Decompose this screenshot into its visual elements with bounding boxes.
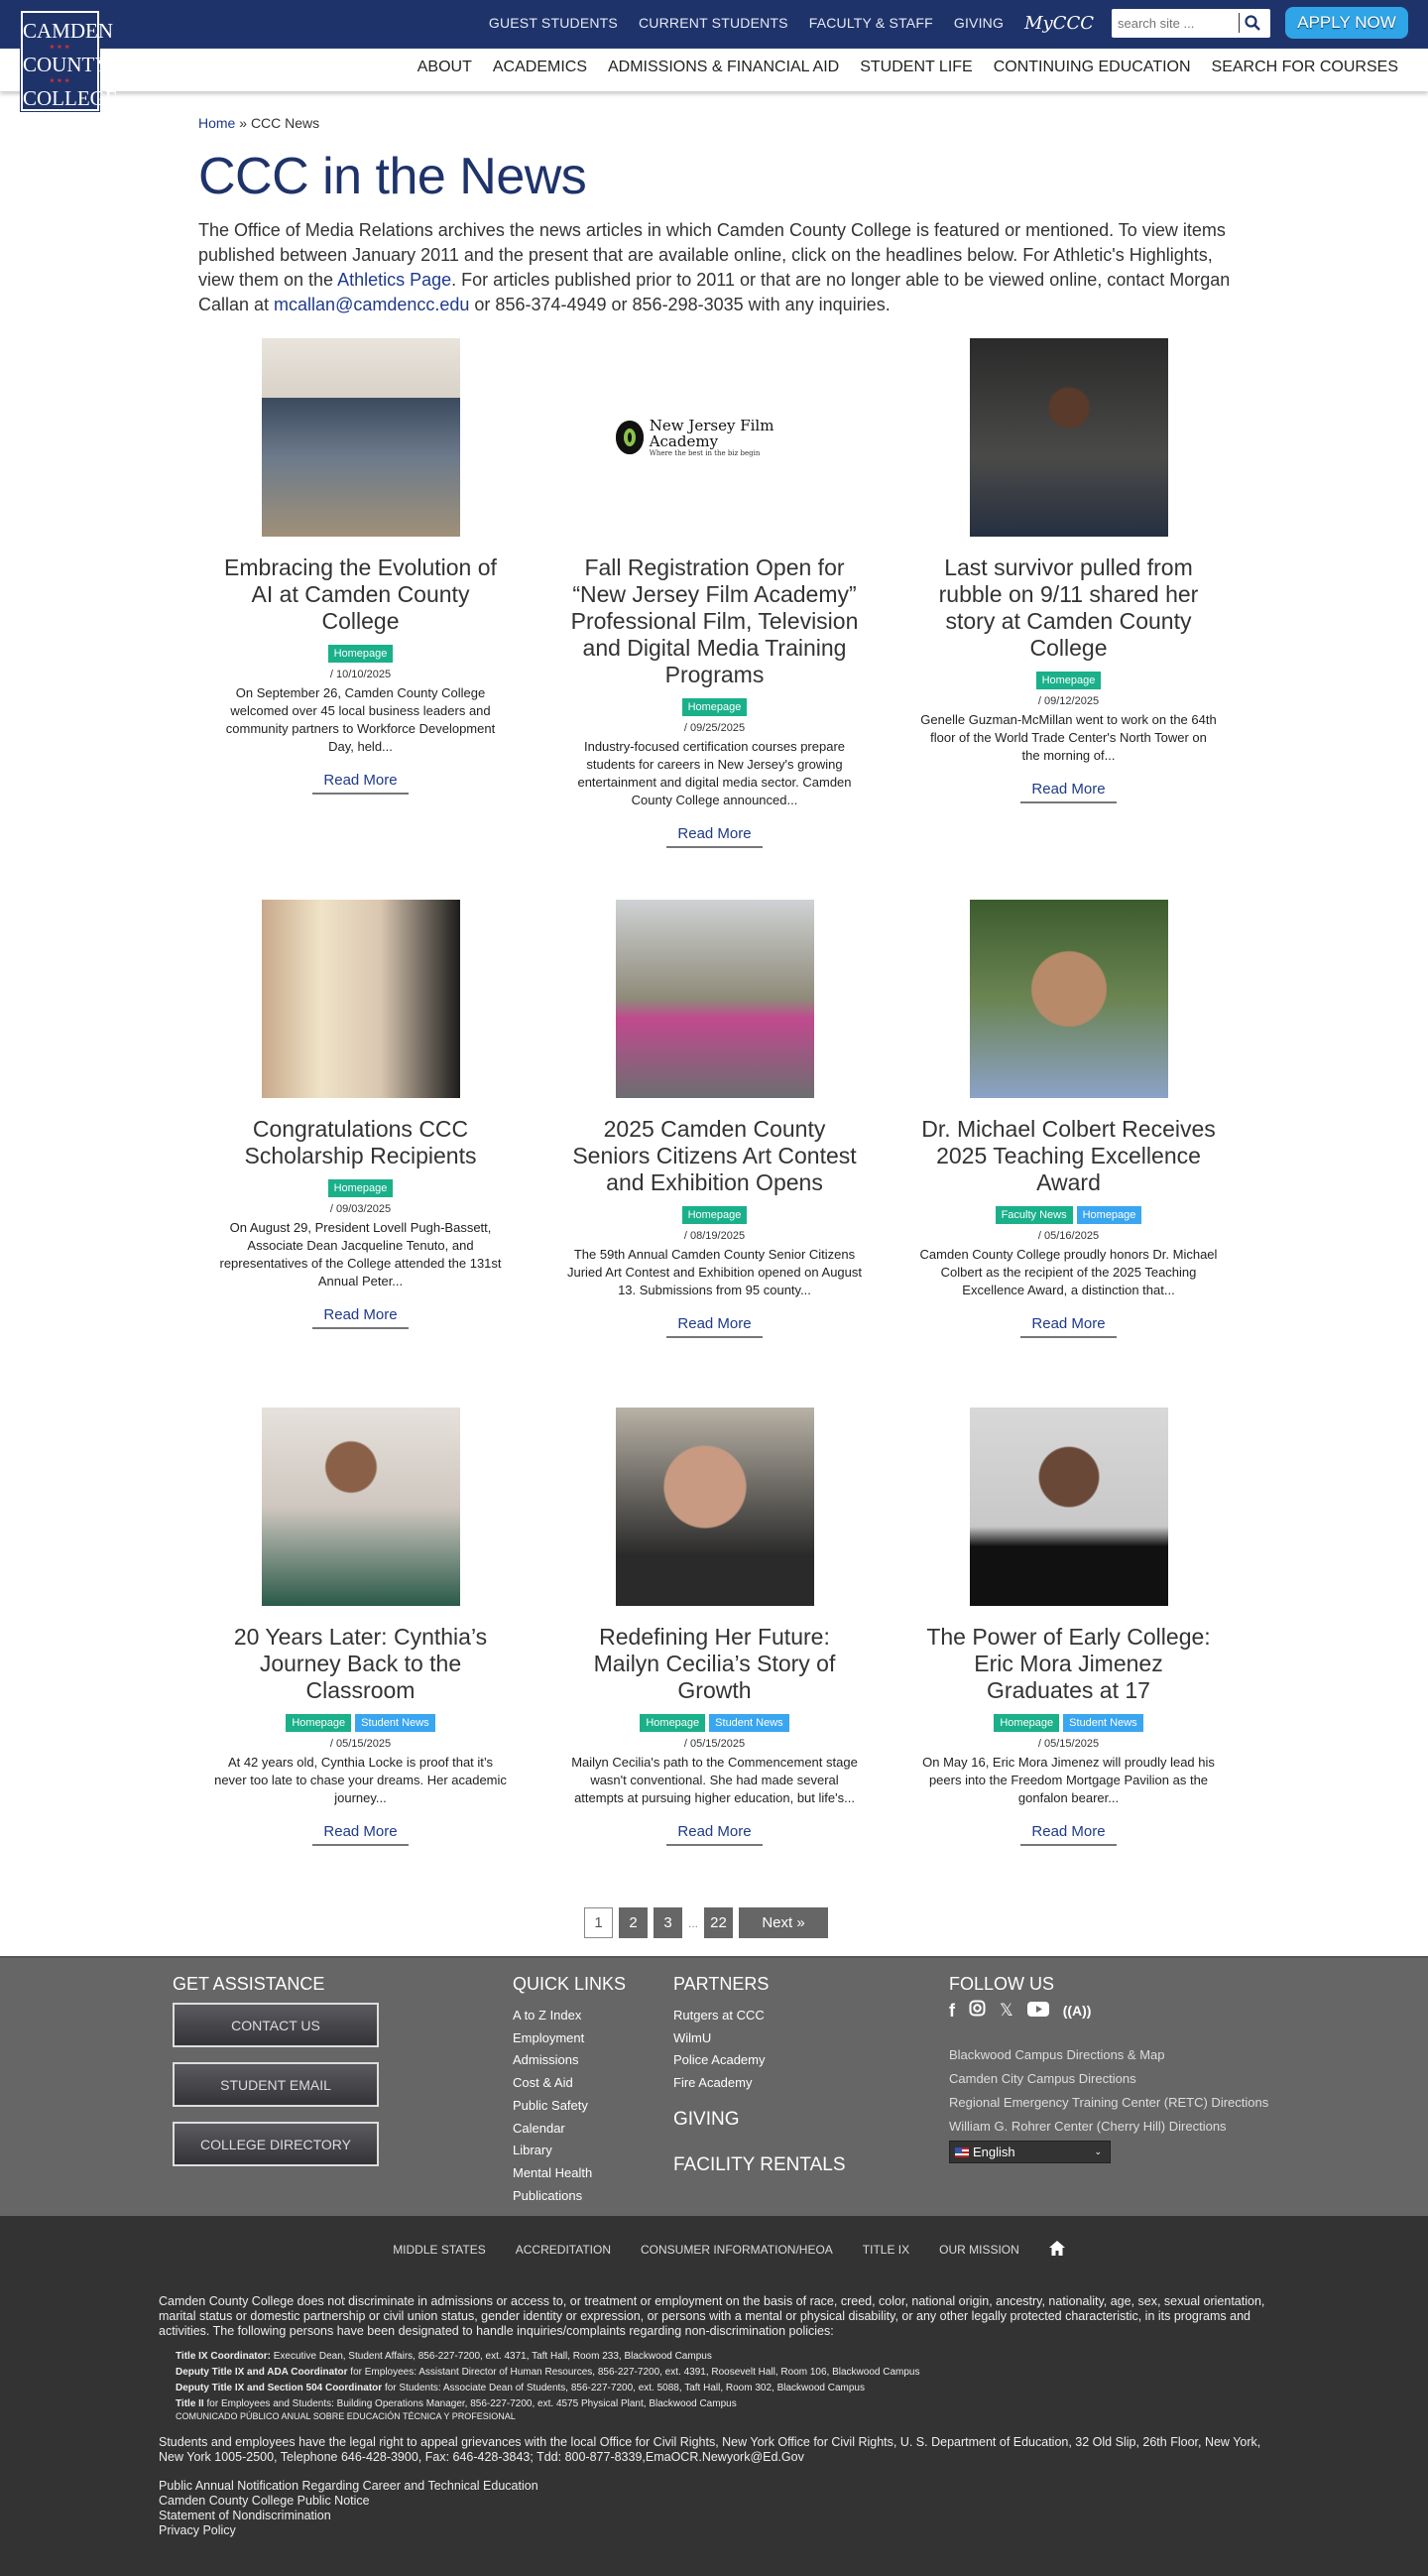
coordinator-details: for Employees and Students: Building Operations Manager, 856-227-7200, ext. 4575 Physical Plant, Blackwood Campus <box>203 2398 737 2409</box>
article-image[interactable] <box>262 338 460 537</box>
link-title-ix[interactable]: TITLE IX <box>862 2243 910 2257</box>
category-tag[interactable]: Homepage <box>1036 672 1102 689</box>
grievance-statement: Students and employees have the legal right to appeal grievances with the local Office for Civil Rights, New York Office for Civil Rights, U. S. Department of Education, 32 Old Slip, 26th Floor, New York, New York 1005-2500, Telephone 646-428-3900, Fax: 646-428-3843; Tdd: 800-877-8339,EmaOCR.Newyork@Ed.Gov <box>159 2435 1261 2464</box>
read-more-link[interactable]: Read More <box>1020 1315 1116 1338</box>
category-tag[interactable]: Homepage <box>994 1714 1059 1732</box>
category-tag[interactable]: Homepage <box>328 645 394 663</box>
article-image[interactable] <box>262 1408 460 1606</box>
read-more-link[interactable]: Read More <box>312 772 408 795</box>
category-tag[interactable]: Homepage <box>286 1714 351 1732</box>
quick-links-list <box>513 2005 592 2207</box>
news-card <box>537 900 892 1408</box>
facility-rentals-link[interactable]: FACILITY RENTALS <box>673 2154 846 2175</box>
giving-link[interactable]: GIVING <box>673 2109 740 2130</box>
news-grid <box>183 338 1246 1884</box>
pagination-ellipsis: ... <box>688 1915 699 1930</box>
tag-list <box>1036 672 1102 689</box>
pagination <box>584 1907 828 1938</box>
news-card <box>892 1408 1246 1884</box>
quick-link[interactable]: Employment <box>513 2029 585 2045</box>
instagram-icon[interactable] <box>969 2000 986 2022</box>
quick-link[interactable]: Admissions <box>513 2052 579 2068</box>
news-card <box>183 338 537 900</box>
footer-links <box>0 2241 1428 2259</box>
news-card <box>892 338 1246 900</box>
tag-list <box>286 1714 434 1732</box>
category-tag[interactable]: Student News <box>709 1714 788 1732</box>
tag-list <box>640 1714 788 1732</box>
logo-text: CAMDEN <box>23 19 114 43</box>
page-1[interactable]: 1 <box>584 1907 613 1938</box>
college-directory-button[interactable]: COLLEGE DIRECTORY <box>173 2122 379 2166</box>
us-flag-icon <box>955 2147 969 2157</box>
main-nav <box>0 49 1428 91</box>
partners-list <box>673 2005 766 2095</box>
search-input[interactable] <box>1118 16 1239 31</box>
coordinators-list <box>176 2349 1269 2412</box>
partner-link[interactable]: Rutgers at CCC <box>673 2008 765 2023</box>
facebook-icon[interactable]: f <box>949 2000 955 2021</box>
coordinator-entry <box>176 2365 1269 2381</box>
article-title[interactable]: 2025 Camden County Seniors Citizens Art Contest and Exhibition Opens <box>572 1116 857 1195</box>
college-logo[interactable] <box>21 11 118 111</box>
directions-link[interactable]: Blackwood Campus Directions & Map <box>949 2047 1165 2062</box>
article-excerpt: Genelle Guzman-McMillan went to work on the 64th floor of the World Trade Center's North Tower on the morning of... <box>920 712 1217 763</box>
article-date: / 09/03/2025 <box>329 1203 392 1215</box>
link-giving[interactable]: GIVING <box>953 15 1005 31</box>
news-card <box>183 1408 537 1884</box>
follow-us-heading: FOLLOW US <box>949 1974 1055 1994</box>
tag-list <box>682 1206 748 1224</box>
link-faculty-staff[interactable]: FACULTY & STAFF <box>808 15 933 31</box>
page-3[interactable]: 3 <box>654 1907 682 1938</box>
article-title[interactable]: The Power of Early College: Eric Mora Jimenez Graduates at 17 <box>926 1624 1211 1703</box>
search-box <box>1112 9 1270 38</box>
quick-link[interactable]: Public Safety <box>513 2097 588 2113</box>
nav-student-life[interactable]: STUDENT LIFE <box>860 59 973 75</box>
next-page-button[interactable]: Next » <box>739 1907 828 1938</box>
email-link[interactable]: mcallan@camdencc.edu <box>274 295 470 314</box>
quick-link[interactable]: Calendar <box>513 2120 565 2136</box>
article-image[interactable] <box>970 900 1168 1098</box>
article-image[interactable] <box>970 338 1168 537</box>
article-date: / 05/15/2025 <box>329 1738 392 1750</box>
chevron-down-icon: ⌄ <box>1094 2147 1102 2156</box>
article-title[interactable]: Redefining Her Future: Mailyn Cecilia’s Story of Growth <box>593 1624 836 1703</box>
coordinator-role: Title IX Coordinator: <box>176 2351 271 2362</box>
x-twitter-icon[interactable]: 𝕏 <box>1000 2001 1013 2020</box>
article-title[interactable]: Fall Registration Open for “New Jersey Film Academy” Professional Film, Television and Digital Media Training Programs <box>570 554 859 687</box>
get-assistance-heading: GET ASSISTANCE <box>173 1974 325 1994</box>
article-excerpt: On May 16, Eric Mora Jimenez will proudly lead his peers into the Freedom Mortgage Pavilion as the gonfalon bearer... <box>922 1755 1215 1805</box>
search-icon[interactable] <box>1239 13 1264 33</box>
comunicado-link[interactable]: COMUNICADO PÚBLICO ANUAL SOBRE EDUCACIÓN TÉCNICA Y PROFESIONAL <box>176 2411 516 2421</box>
coordinator-role: Deputy Title IX and Section 504 Coordinator <box>176 2383 383 2393</box>
page-title: CCC in the News <box>198 148 587 205</box>
category-tag[interactable]: Student News <box>1063 1714 1142 1732</box>
article-image[interactable] <box>616 1408 814 1606</box>
language-label: English <box>973 2145 1015 2159</box>
notice-link[interactable]: Privacy Policy <box>159 2523 236 2537</box>
directions-link[interactable]: Camden City Campus Directions <box>949 2071 1136 2086</box>
campus-directions-list <box>949 2043 1268 2139</box>
utility-bar <box>0 0 1428 52</box>
category-tag[interactable]: Homepage <box>328 1179 394 1197</box>
breadcrumb-home[interactable]: Home <box>198 115 236 131</box>
read-more-link[interactable]: Read More <box>666 825 762 848</box>
notice-link[interactable]: Camden County College Public Notice <box>159 2494 370 2508</box>
notice-links <box>159 2479 1269 2538</box>
language-select[interactable] <box>949 2141 1111 2163</box>
quick-link[interactable]: Mental Health <box>513 2164 593 2180</box>
article-date: / 08/19/2025 <box>683 1230 746 1242</box>
quick-link[interactable]: Cost & Aid <box>513 2075 573 2091</box>
nav-admissions[interactable]: ADMISSIONS & FINANCIAL AID <box>607 59 840 75</box>
nj-film-academy-tagline: Where the best in the biz begin <box>649 449 761 457</box>
read-more-link[interactable]: Read More <box>312 1823 408 1846</box>
read-more-link[interactable]: Read More <box>666 1315 762 1338</box>
quick-link[interactable]: A to Z Index <box>513 2008 582 2023</box>
tag-list <box>328 1179 394 1197</box>
article-image[interactable] <box>970 1408 1168 1606</box>
category-tag[interactable]: Homepage <box>682 698 748 716</box>
logo-text: COLLEGE <box>23 86 118 110</box>
partner-link[interactable]: WilmU <box>673 2029 712 2045</box>
nav-search-courses[interactable]: SEARCH FOR COURSES <box>1211 59 1398 75</box>
notice-link[interactable]: Statement of Nondiscrimination <box>159 2509 331 2522</box>
notice-link[interactable]: Public Annual Notification Regarding Career and Technical Education <box>159 2479 538 2493</box>
article-title[interactable]: 20 Years Later: Cynthia’s Journey Back to the Classroom <box>233 1624 488 1703</box>
partner-link[interactable]: Fire Academy <box>673 2075 753 2091</box>
article-date: / 09/25/2025 <box>683 722 746 734</box>
partners-heading: PARTNERS <box>673 1974 770 1994</box>
read-more-link[interactable]: Read More <box>1020 781 1116 803</box>
article-date: / 05/15/2025 <box>683 1738 746 1750</box>
coordinator-details: Executive Dean, Student Affairs, 856-227-7200, ext. 4371, Taft Hall, Room 233, Blackwood Campus <box>270 2351 712 2362</box>
youtube-icon[interactable] <box>1027 2001 1049 2022</box>
category-tag[interactable]: Faculty News <box>996 1206 1073 1224</box>
news-card <box>537 338 892 900</box>
article-date: / 05/15/2025 <box>1037 1738 1100 1750</box>
page-2[interactable]: 2 <box>619 1907 648 1938</box>
article-excerpt: Camden County College proudly honors Dr. Michael Colbert as the recipient of the 2025 Teaching Excellence Award, a distinction that... <box>919 1247 1218 1297</box>
nj-film-academy-logo-text: New Jersey Film Academy <box>649 417 774 450</box>
article-date: / 09/12/2025 <box>1037 695 1100 707</box>
link-guest-students[interactable]: GUEST STUDENTS <box>488 15 618 31</box>
athletics-link[interactable]: Athletics Page <box>337 270 452 290</box>
read-more-link[interactable]: Read More <box>312 1306 408 1329</box>
category-tag[interactable]: Student News <box>355 1714 434 1732</box>
logo-stars: ✶✶✶ <box>48 43 72 52</box>
legal-text <box>159 2294 1269 2538</box>
category-tag[interactable]: Homepage <box>1077 1206 1142 1224</box>
intro-part: The Office of Media Relations archives the news articles in which Camden County College is featured or mentioned. To view items published between January 2011 and the present that are available online, click on the headlines below. For Athletic's Highlights, view them on the <box>198 220 1226 290</box>
article-image[interactable] <box>616 338 814 537</box>
student-email-button[interactable]: STUDENT EMAIL <box>173 2062 379 2107</box>
coordinator-details: for Employees: Assistant Director of Human Resources, 856-227-7200, ext. 4391, Roosevelt Hall, Room 106, Blackwood Campus <box>347 2367 920 2378</box>
link-our-mission[interactable]: OUR MISSION <box>939 2243 1019 2257</box>
article-title[interactable]: Dr. Michael Colbert Receives 2025 Teaching Excellence Award <box>921 1116 1216 1195</box>
news-card <box>892 900 1246 1408</box>
quick-link[interactable]: Library <box>513 2143 552 2158</box>
read-more-link[interactable]: Read More <box>1020 1823 1116 1846</box>
link-consumer-info[interactable]: CONSUMER INFORMATION/HEOA <box>641 2243 833 2257</box>
breadcrumb-current: CCC News <box>250 115 320 131</box>
logo-text: COUNTY <box>23 53 110 76</box>
social-links <box>949 2000 1091 2022</box>
link-middle-states[interactable]: MIDDLE STATES <box>393 2243 486 2257</box>
nav-continuing-education[interactable]: CONTINUING EDUCATION <box>993 59 1191 75</box>
tag-list <box>682 698 748 716</box>
intro-part: . For articles published prior to 2011 or that are no longer able to be viewed online, contact Morgan Callan at <box>198 270 1231 314</box>
tag-list <box>328 645 394 663</box>
footer-main <box>0 1956 1428 2216</box>
quick-link[interactable]: Publications <box>513 2187 583 2203</box>
myccc-link[interactable]: MyCCC <box>1024 12 1094 34</box>
coordinator-entry <box>176 2396 1269 2412</box>
podcast-icon[interactable]: ((A)) <box>1062 2003 1092 2019</box>
coordinator-entry <box>176 2349 1269 2365</box>
breadcrumb-sep: » <box>235 115 251 131</box>
partner-link[interactable]: Police Academy <box>673 2052 766 2068</box>
article-excerpt: Industry-focused certification courses prepare students for careers in New Jersey's growing entertainment and digital media sector. Camden County College announced... <box>577 739 852 807</box>
article-excerpt: The 59th Annual Camden County Senior Citizens Juried Art Contest and Exhibition opened on August 13. Submissions from 95 county... <box>566 1247 863 1297</box>
category-tag[interactable]: Homepage <box>640 1714 705 1732</box>
film-reel-icon <box>616 421 644 454</box>
nav-about[interactable]: ABOUT <box>416 59 472 75</box>
article-image[interactable] <box>616 900 814 1098</box>
article-title[interactable]: Embracing the Evolution of AI at Camden County College <box>224 554 497 634</box>
coordinator-details: for Students: Associate Dean of Students, 856-227-7200, ext. 5088, Taft Hall, Room 302, Blackwood Campus <box>382 2383 865 2393</box>
tag-list <box>996 1206 1142 1224</box>
nav-academics[interactable]: ACADEMICS <box>492 59 587 75</box>
category-tag[interactable]: Homepage <box>682 1206 748 1224</box>
coordinator-role: Deputy Title IX and ADA Coordinator <box>176 2367 348 2378</box>
quick-links-heading: QUICK LINKS <box>513 1974 627 1994</box>
coordinator-entry <box>176 2381 1269 2396</box>
logo-stars: ✶✶✶ <box>48 76 72 85</box>
article-date: / 05/16/2025 <box>1037 1230 1100 1242</box>
article-excerpt: Mailyn Cecilia's path to the Commencement stage wasn't conventional. She had made several attempts at pursuing higher education, but life's... <box>571 1755 858 1805</box>
contact-us-button[interactable]: CONTACT US <box>173 2003 379 2047</box>
intro-text <box>198 218 1235 317</box>
article-excerpt: At 42 years old, Cynthia Locke is proof that it’s never too late to chase your dreams. Her academic journey... <box>214 1755 507 1805</box>
apply-now-button[interactable]: APPLY NOW <box>1285 7 1408 39</box>
coordinator-role: Title II <box>176 2398 204 2409</box>
news-card <box>537 1408 892 1884</box>
article-title[interactable]: Last survivor pulled from rubble on 9/11 shared her story at Camden County College <box>938 554 1199 661</box>
article-excerpt: On August 29, President Lovell Pugh-Bassett, Associate Dean Jacqueline Tenuto, and representatives of the College attended the 131st Annual Peter... <box>219 1220 502 1288</box>
directions-link[interactable]: Regional Emergency Training Center (RETC) Directions <box>949 2095 1269 2110</box>
news-card <box>183 900 537 1408</box>
read-more-link[interactable]: Read More <box>666 1823 762 1846</box>
article-title[interactable]: Congratulations CCC Scholarship Recipients <box>244 1116 477 1168</box>
article-date: / 10/10/2025 <box>329 669 392 680</box>
page-last[interactable]: 22 <box>704 1907 733 1938</box>
article-excerpt: On September 26, Camden County College welcomed over 45 local business leaders and community partners to Workforce Development Day, held... <box>225 685 496 754</box>
tag-list <box>994 1714 1142 1732</box>
link-accreditation[interactable]: ACCREDITATION <box>515 2243 611 2257</box>
directions-link[interactable]: William G. Rohrer Center (Cherry Hill) Directions <box>949 2119 1227 2134</box>
link-current-students[interactable]: CURRENT STUDENTS <box>638 15 788 31</box>
intro-part: or 856-374-4949 or 856-298-3035 with any inquiries. <box>469 295 891 314</box>
article-image[interactable] <box>262 900 460 1098</box>
footer-legal <box>0 2216 1428 2576</box>
home-icon[interactable] <box>1049 2241 1065 2259</box>
breadcrumb <box>198 115 319 131</box>
nondiscrimination-statement: Camden County College does not discriminate in admissions or access to, or treatment or employment on the basis of race, creed, color, national origin, ancestry, nationality, age, sex, sexual orientation, marital status or domestic partnership or civil union status, gender identity or expression, or persons with a mental or physical disability, or any other legally protected characteristic, in its programs and activities. The following persons have been designated to handle inquiries/complaints regarding non-discrimination policies: <box>159 2294 1265 2338</box>
